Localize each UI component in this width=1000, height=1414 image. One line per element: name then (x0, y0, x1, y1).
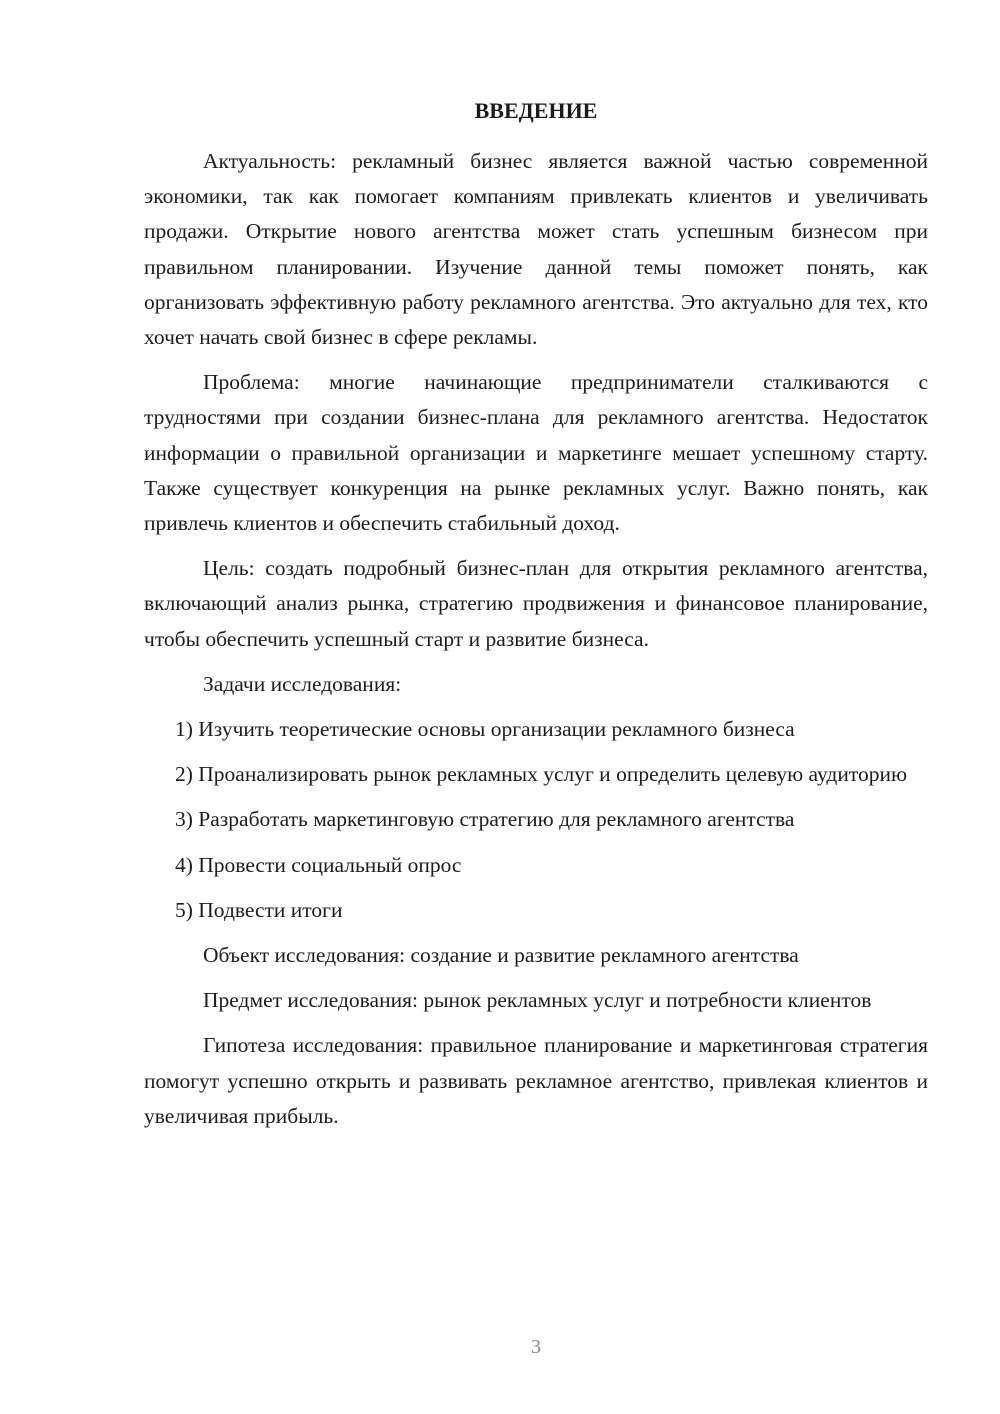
goal-paragraph: Цель: создать подробный бизнес-план для открытия рекламного агентства, включающий анализ рынка, стратегию продвижения и финансовое планирование, чтобы обеспечить успешный старт и развитие бизнеса. (144, 556, 928, 651)
problem-paragraph: Проблема: многие начинающие предприниматели сталкиваются с трудностями при создании бизнес-плана для рекламного агентства. Недостаток информации о правильной организации и маркетинге мешает успешному старту. Также существует конкуренция на рынке рекламных услуг. Важно понять, как привлечь клиентов и обеспечить стабильный доход. (144, 370, 928, 536)
relevance-paragraph: Актуальность: рекламный бизнес является важной частью современной экономики, так как помогает компаниям привлекать клиентов и увеличивать продажи. Открытие нового агентства может стать успешным бизнесом при правильном планировании. Изучение данной темы поможет понять, как организовать эффективную работу рекламного агентства. Это актуально для тех, кто хочет начать свой бизнес в сфере рекламы. (144, 149, 928, 350)
task-item-1: 1) Изучить теоретические основы организации рекламного бизнеса (175, 717, 795, 742)
document-body (144, 144, 928, 1144)
task-item-4: 4) Провести социальный опрос (175, 852, 462, 877)
task-item-3: 3) Разработать маркетинговую стратегию для рекламного агентства (175, 807, 795, 832)
page-number: 3 (531, 1336, 541, 1358)
hypothesis-paragraph: Гипотеза исследования: правильное планирование и маркетинговая стратегия помогут успешно открыть и развивать рекламное агентство, привлекая клиентов и увеличивая прибыль. (144, 1033, 928, 1128)
task-item-5: 5) Подвести итоги (175, 897, 343, 922)
task-item-2: 2) Проанализировать рынок рекламных услуг и определить целевую аудиторию (175, 762, 908, 787)
page-title: ВВЕДЕНИЕ (474, 98, 598, 123)
tasks-heading: Задачи исследования: (203, 671, 402, 696)
object-paragraph: Объект исследования: создание и развитие рекламного агентства (203, 943, 799, 968)
subject-paragraph: Предмет исследования: рынок рекламных услуг и потребности клиентов (203, 988, 872, 1013)
